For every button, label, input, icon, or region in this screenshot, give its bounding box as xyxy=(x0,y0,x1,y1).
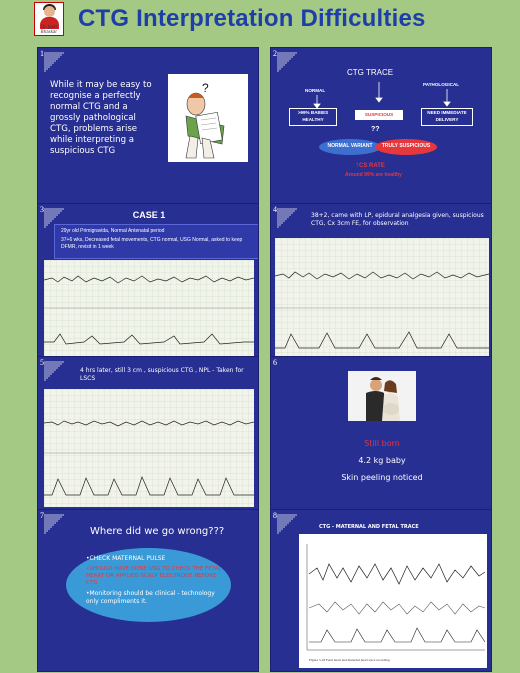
slide-8-title: CTG - MATERNAL AND FETAL TRACE xyxy=(319,524,419,530)
poster-title: CTG Interpretation Difficulties xyxy=(78,5,426,32)
slide-1 xyxy=(37,47,259,210)
slide-5-text: 4 hrs later, still 3 cm , suspicious CTG , NPL - Taken for LSCS xyxy=(80,367,244,382)
slide-number: 4 xyxy=(273,205,277,214)
slide-7-title: Where did we go wrong??? xyxy=(90,526,225,537)
box-immediate-delivery: NEED IMMEDIATE DELIVERY xyxy=(421,108,473,126)
slide-6 xyxy=(270,356,492,519)
slide-number: 7 xyxy=(40,511,44,520)
slide-4-text: 38+2, came with LP, epidural analgesia given, suspicious CTG, Cx 3cm FE, for observation xyxy=(311,212,484,227)
pathological-label: PATHOLOGICAL xyxy=(423,82,460,87)
slide-number: 2 xyxy=(273,49,277,58)
slide-1-text: While it may be easy to recognise a perfectly normal CTG and a grossly pathological CTG, problems arise while interpreting a suspicious CTG xyxy=(50,80,152,156)
box-babies-healthy: >99% BABIES HEALTHY xyxy=(289,108,337,126)
couple-photo xyxy=(348,371,416,421)
confused-man-illustration xyxy=(168,74,248,162)
case-title: CASE 1 xyxy=(132,210,166,220)
healthy-footer: Around 99% are healthy xyxy=(345,172,402,178)
svg-text:?: ? xyxy=(202,81,209,95)
stripes-decoration xyxy=(277,208,299,228)
maternal-fetal-trace-image xyxy=(299,534,487,668)
ctg-trace-image xyxy=(44,389,254,507)
slide-7 xyxy=(37,509,259,672)
ctg-trace-image xyxy=(275,238,489,362)
oval-truly-suspicious: TRULY SUSPICIOUS xyxy=(375,139,437,155)
slide-3 xyxy=(37,203,259,366)
slide-2 xyxy=(270,47,492,210)
slide-8 xyxy=(270,509,492,672)
ctg-trace-image xyxy=(44,260,254,360)
stripes-decoration xyxy=(277,514,299,534)
still-born-text: Still born xyxy=(364,439,400,448)
slide-number: 5 xyxy=(40,358,44,367)
slide-5 xyxy=(37,356,259,519)
baby-weight-text: 4.2 kg baby xyxy=(358,456,406,465)
oval-normal-variant: NORMAL VARIANT xyxy=(319,139,381,155)
cs-rate-label: ↑CS RATE xyxy=(355,160,385,169)
bubble-text: •CHECK MATERNAL PULSE •SHOULD HAVE DONE USG TO CHECK THE FETAL HEART OR APPLIED SCALP ELECTRODE BEFORE CTG •Monitoring should be clinical - technology only compliments it. xyxy=(86,555,222,605)
flow-arrows xyxy=(271,48,492,210)
stripes-decoration xyxy=(44,514,66,534)
stripes-decoration xyxy=(44,52,66,72)
logo: Dr. Jyoti Bhaskar xyxy=(34,2,64,36)
slide-4 xyxy=(270,203,492,366)
case-info-box: 29yr old Primigravida, Normal Antenatal period 37+6 wks, Decreased fetal movements, CTG normal, USG Normal, asked to keep DFMR, revisit in 1 week xyxy=(54,224,259,259)
skin-peeling-text: Skin peeling noticed xyxy=(341,473,423,482)
normal-label: NORMAL xyxy=(305,88,326,93)
header xyxy=(0,0,520,40)
ctg-trace-label: CTG TRACE xyxy=(347,68,394,77)
box-suspicious: SUSPICIOUS xyxy=(355,110,403,120)
slide-number: 3 xyxy=(40,205,44,214)
slide-number: 1 xyxy=(40,49,44,58)
question-marks: ?? xyxy=(371,126,380,133)
slide-number: 8 xyxy=(273,511,277,520)
stripes-decoration xyxy=(44,361,66,381)
slide-number: 6 xyxy=(273,358,277,367)
figure-caption: Figure 5.18 Fetal heart and maternal heart trace recording xyxy=(309,658,390,662)
